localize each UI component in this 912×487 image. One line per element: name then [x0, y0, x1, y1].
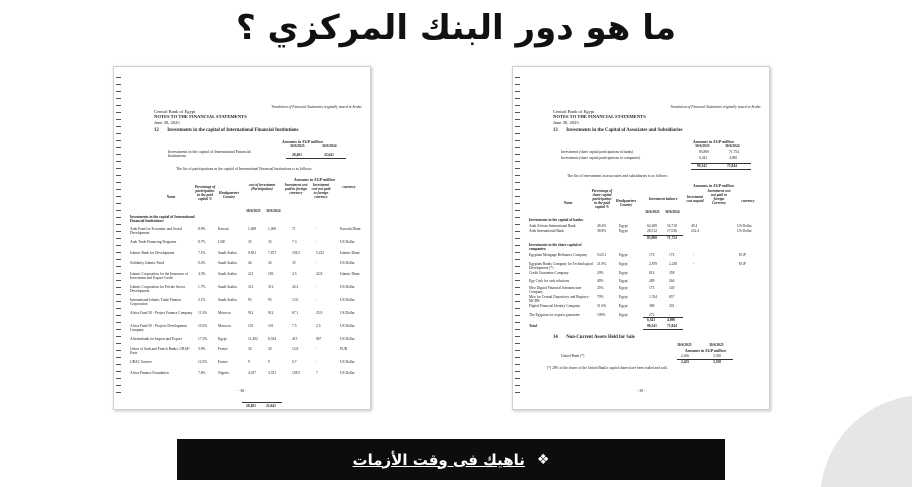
group-title: Investments in the capital of International Financial Institutions:	[130, 215, 195, 224]
row-pct: 11.3%	[198, 310, 208, 315]
company-row-2025: 388	[649, 304, 655, 308]
row-currency: US Dollar	[340, 310, 355, 315]
row-currency: US Dollar	[340, 360, 355, 364]
s14-footnote: (*) 20% of the shares of the United Bank's capital shares have been traded and sold.	[547, 366, 668, 370]
bank-row-hq: Egypt	[619, 224, 628, 228]
total-2024: 22,641	[266, 404, 276, 408]
companies-title: Investments in the share capital of companies:	[529, 243, 582, 252]
bank-row-pct: 38.8%	[597, 229, 607, 233]
row-hq: France	[218, 360, 228, 364]
row-paid: 7.5	[292, 323, 297, 328]
summary-total-2025: 90,341	[697, 164, 707, 168]
row-cost-2024: 912	[268, 310, 274, 315]
translation-note: Translation of Financial Statements originally issued in Arabic	[670, 105, 761, 109]
company-row-2025: 173	[649, 286, 655, 290]
bank-row-unpaid: 252.4	[691, 229, 700, 233]
slide-title: ما هو دور البنك المركزي ؟	[235, 8, 677, 48]
row-currency: Islamic Dinar	[340, 250, 360, 255]
row-unpaid: 967	[316, 336, 322, 341]
row-currency: US Dollar	[340, 297, 355, 302]
company-row-2024: 358	[669, 271, 675, 275]
row-hq: Kuwait	[218, 227, 229, 231]
row-cost-2025: 9,831	[248, 250, 257, 255]
banks-subtotal-2025: 83,880	[647, 236, 657, 240]
row-cost-2025: 312	[248, 284, 254, 289]
col-2025: 30/6/2025	[695, 144, 710, 148]
total-2025: 90,341	[647, 324, 657, 328]
translation-note: Translation of Financial Statements originally issued in Arabic	[271, 105, 362, 109]
company-row-2024: 172	[669, 253, 675, 257]
row-name: Africa Fund 50 - Project Finance Company	[130, 310, 193, 315]
col-header-unpaid: Investment cost unpaid	[686, 195, 704, 203]
row-currency: US Dollar	[340, 336, 355, 341]
company-row-pct: 20%	[597, 271, 604, 275]
s14-value-2024: 3,350	[713, 354, 722, 358]
summary-2025: 83,880	[699, 150, 709, 154]
row-paid: 71	[292, 227, 296, 231]
page-number: - 38 -	[237, 388, 247, 393]
col-header-currency: currency	[741, 199, 755, 203]
row-name: UBAC Geneve	[130, 360, 152, 364]
company-row-pct: 100%	[597, 313, 606, 317]
company-row-hq: Egypt	[619, 313, 628, 317]
s14-col-2025: 30/6/2025	[677, 343, 692, 347]
list-intro: The list of investments in associates and subsidiaries is as follows:	[567, 174, 669, 178]
company-row-2025: 1,334	[649, 295, 658, 299]
row-paid: 158.5	[292, 370, 301, 375]
company-row-currency: EGP	[739, 262, 746, 266]
row-pct: 12.5%	[198, 360, 208, 364]
banner-text: ناهيك فى وقت الأزمات	[352, 450, 525, 469]
row-cost-2025: 44	[248, 261, 252, 265]
company-row-2024: 140	[669, 286, 675, 290]
statement-header	[154, 109, 247, 125]
row-currency: EUR	[340, 347, 348, 351]
row-hq: Morocco	[218, 323, 231, 328]
company-row-name: Digital Financial Identity Company	[529, 304, 581, 308]
bank-row-hq: Egypt	[619, 229, 628, 233]
company-row-2024: -	[669, 313, 671, 317]
summary-label: Investments (share capital participations in banks)	[561, 150, 634, 154]
bank-row-2024: 54,718	[667, 224, 677, 228]
company-row-pct: 40%	[597, 278, 604, 283]
company-row-hq: Egypt	[619, 253, 628, 257]
row-unpaid: -	[316, 240, 318, 244]
row-name: Islamic Corporation for Private Sector Development	[130, 284, 186, 293]
s14-amounts-note: Amounts in EGP million	[685, 348, 726, 353]
row-currency: US Dollar	[340, 323, 355, 328]
company-row-2025: 172	[649, 253, 655, 257]
amounts-note-2: Amounts in EGP million	[693, 183, 734, 188]
bank-row-2024: 17,036	[667, 229, 677, 233]
row-paid: 7.3	[292, 240, 297, 244]
company-row-name: The Egyptian for exports guarantee	[529, 313, 580, 317]
row-cost-2024: 7,871	[268, 250, 277, 255]
row-unpaid: -	[316, 227, 318, 231]
row-pct: 10.5%	[198, 323, 208, 328]
col-header-pct: Percentage of participation in the paid capital %	[194, 185, 216, 201]
row-hq: Saudi Arabia	[218, 297, 237, 302]
financial-statement-page-39	[512, 66, 770, 410]
s14-col-2024: 30/6/2025	[709, 343, 724, 347]
row-cost-2025: 35	[248, 240, 252, 244]
bank-row-name: Arab African International Bank	[529, 224, 576, 228]
section-title: Investments in the capital of International Financial Institutions	[167, 128, 299, 133]
col-header-balance: Investment balance	[648, 197, 678, 201]
summary-2024: 22,641	[324, 153, 334, 157]
row-cost-2024: 34	[268, 261, 272, 265]
row-name: International Islamic Trade Finance Corporation	[130, 297, 182, 306]
row-paid: 24.3	[292, 284, 299, 289]
row-currency: Islamic Dinar	[340, 271, 360, 276]
section-14-title: Non-Current Assets Held for Sale	[566, 335, 635, 340]
amounts-note: Amounts in EGP million	[282, 139, 323, 144]
row-pct: 17.3%	[198, 336, 208, 341]
row-currency: US Dollar	[340, 370, 355, 375]
company-row-hq: Egypt	[619, 262, 628, 266]
row-pct: 8.7%	[198, 240, 206, 244]
company-row-2024: 657	[669, 295, 675, 299]
page-margin-marks	[515, 77, 520, 397]
sub-col-2025: 30/6/2025	[645, 210, 660, 214]
section-heading	[553, 128, 683, 133]
row-name: Arab Trade Financing Programs	[130, 240, 177, 244]
col-2025: 30/6/2025	[290, 144, 305, 148]
row-name: Islamic Bank for Development	[130, 250, 175, 255]
row-cost-2024: 30	[268, 347, 272, 351]
s14-total-2024: 3,350	[713, 360, 722, 364]
row-cost-2024: 183	[268, 271, 274, 276]
bank-name: Central Bank of Egypt	[154, 109, 196, 114]
col-header-paid: Investment cost paid in foreign currency	[284, 183, 308, 195]
section-heading	[154, 128, 298, 133]
row-cost-2024: 93	[268, 297, 272, 302]
section-number: 12	[154, 128, 159, 133]
bank-row-name: Arab International Bank	[529, 229, 564, 233]
bank-row-2025: 64,288	[647, 224, 657, 228]
row-unpaid: 25.9	[316, 310, 323, 315]
col-2024: 30/6/2024	[725, 144, 740, 148]
company-row-name: Egyptian Banks Company for Technological Development (*)	[529, 262, 593, 271]
row-cost-2024: 3,331	[268, 370, 277, 375]
total-overline	[242, 402, 282, 403]
section-14-number: 14	[553, 335, 558, 340]
companies-subtotal-2024: 4,090	[667, 318, 676, 322]
company-row-unpaid: -	[693, 262, 695, 266]
row-paid: 194.5	[292, 250, 301, 255]
company-row-2025: 814	[649, 271, 655, 275]
row-paid: 14.8	[292, 347, 299, 351]
diamond-bullet-icon: ❖	[536, 451, 550, 468]
section-14-heading	[553, 335, 635, 340]
company-row-2025: 2,878	[649, 262, 658, 266]
company-row-hq: Egypt	[619, 271, 628, 275]
row-paid: 35	[292, 261, 296, 265]
row-paid: 0.7	[292, 360, 297, 364]
company-row-hq: Egypt	[619, 304, 628, 308]
row-pct: 8.9%	[198, 227, 206, 231]
row-name: Afreximbank for Import and Export	[130, 336, 182, 341]
row-cost-2024: 8,334	[268, 336, 277, 341]
row-hq: Nigeria	[218, 370, 229, 375]
col-2024: 30/6/2024	[322, 144, 337, 148]
row-pct: 7.6%	[198, 370, 206, 375]
row-name: Africa Finance Foundation	[130, 370, 169, 375]
banks-title: Investments in the capital of banks:	[529, 218, 584, 222]
company-row-2025: 272	[649, 313, 655, 317]
section-title: Investments in the Capital of Associates and Subsidiaries	[566, 128, 683, 133]
company-row-hq: Egypt	[619, 286, 628, 290]
row-name: Islamic Corporation for the Insurance of Investment and Export Credit	[130, 271, 188, 280]
decorative-circle	[820, 395, 912, 487]
summary-underline	[286, 158, 346, 159]
row-cost-2024: 1,469	[268, 227, 277, 231]
row-unpaid: -	[316, 347, 318, 351]
amounts-note-2: Amounts in EGP million	[294, 177, 335, 182]
statement-date: June 30, 2025	[154, 119, 180, 125]
row-pct: 0.4%	[198, 261, 206, 265]
bank-row-currency: US Dollar	[737, 224, 752, 228]
row-cost-2025: 30	[248, 347, 252, 351]
col-header-cost: cost of investment (Participation)	[248, 183, 276, 191]
row-currency: US Dollar	[340, 284, 355, 289]
row-hq: Saudi Arabia	[218, 271, 237, 276]
row-unpaid: -	[316, 360, 318, 364]
company-row-pct: %20.1	[597, 253, 607, 257]
row-pct: 2.1%	[198, 297, 206, 302]
company-row-2024: 201	[669, 304, 675, 308]
row-name: Arab Fund for Economic and Social Development	[130, 227, 182, 236]
col-header-inv-cost: Investment cost not paid in foreign Currency	[707, 189, 731, 205]
row-cost-2025: 93	[248, 297, 252, 302]
company-row-hq: Egypt	[619, 278, 628, 283]
row-cost-2025: 912	[248, 310, 254, 315]
col-header-name: Name	[563, 201, 573, 205]
row-cost-2025: 4,017	[248, 370, 257, 375]
row-name: Solidarity Islamic Fund	[130, 261, 164, 265]
total-label: Total	[529, 324, 537, 328]
bank-row-unpaid: 49.4	[691, 224, 698, 228]
notes-title: NOTES TO THE FINANCIAL STATEMENTS	[553, 114, 646, 120]
section-number: 13	[553, 128, 558, 133]
sub-col-2024: 30/6/2024	[266, 209, 281, 213]
row-cost-2025: 101	[248, 323, 254, 328]
col-header-hq: Headquarters Country	[218, 191, 240, 199]
row-name: Africa Fund 50 - Projects Development Company	[130, 323, 187, 332]
sub-col-2024: 30/6/2024	[665, 210, 680, 214]
row-cost-2024: 35	[268, 240, 272, 244]
col-header-pct: Percentage of share capital participation in the paid capital %	[591, 189, 613, 209]
row-cost-2024: 101	[268, 323, 274, 328]
company-row-pct: 21.8%	[597, 262, 607, 266]
row-unpaid: -	[316, 261, 318, 265]
summary-2024: 4,090	[729, 156, 738, 160]
amounts-note: Amounts in EGP million	[693, 139, 734, 144]
row-hq: Egypt	[218, 336, 227, 341]
bank-name: Central Bank of Egypt	[553, 109, 595, 114]
row-paid: 4.5	[292, 271, 297, 276]
company-row-pct: 25%	[597, 286, 604, 290]
row-pct: 7.1%	[198, 250, 206, 255]
row-paid: 13.6	[292, 297, 299, 302]
page-margin-marks	[116, 77, 121, 397]
company-row-pct: 70%	[597, 295, 604, 299]
company-row-name: Misr for Central Depository and Registry-MCDR	[529, 295, 590, 304]
statement-date: June 30, 2025	[553, 119, 579, 125]
total-2024: 75,844	[667, 324, 677, 328]
row-currency: US Dollar	[340, 261, 355, 265]
row-unpaid: -	[316, 297, 318, 302]
row-hq: Saudi Arabia	[218, 261, 237, 265]
caption-banner	[177, 439, 725, 480]
row-unpaid: 5,412	[316, 250, 325, 255]
financial-statement-page-38	[113, 66, 371, 410]
company-row-2024: 264	[669, 278, 675, 283]
companies-subtotal-2025: 6,341	[647, 318, 656, 322]
company-row-2025: 289	[649, 278, 655, 283]
company-row-unpaid: -	[693, 253, 695, 257]
row-unpaid: 7	[316, 370, 318, 375]
bank-row-pct: 49.4%	[597, 224, 607, 228]
row-cost-2025: 9	[248, 360, 250, 364]
row-hq: Saudi Arabia	[218, 250, 237, 255]
row-unpaid: 2.5	[316, 323, 321, 328]
list-intro: The list of participations in the capital of International Financial Institutions is as follows:	[176, 167, 313, 171]
row-currency: Kuwaiti Dinar	[340, 227, 361, 231]
company-row-2024: 2,238	[669, 262, 678, 266]
summary-2025: 6,341	[699, 156, 708, 160]
row-unpaid: 22.8	[316, 271, 323, 276]
notes-title: NOTES TO THE FINANCIAL STATEMENTS	[154, 114, 247, 120]
row-pct: 4.3%	[198, 271, 206, 276]
total-double-rule	[643, 329, 683, 330]
row-hq: France	[218, 347, 228, 351]
col-header-name: Name	[166, 195, 176, 199]
company-row-name: Credit Guarantee Company	[529, 271, 569, 275]
row-pct: 1.7%	[198, 284, 206, 289]
row-unpaid: -	[316, 284, 318, 289]
company-row-name: Egy Cash for cash solutions	[529, 278, 570, 283]
bank-row-currency: US Dollar	[737, 229, 752, 233]
bank-row-2025: 28,512	[647, 229, 657, 233]
row-currency: US Dollar	[340, 240, 355, 244]
summary-double-rule	[691, 169, 751, 170]
banks-subtotal-2024: 71,754	[667, 236, 677, 240]
total-2025: 28,481	[246, 404, 256, 408]
company-row-currency: EGP	[739, 253, 746, 257]
company-row-pct: 51.6%	[597, 304, 607, 308]
row-cost-2025: 221	[248, 271, 254, 276]
summary-label: Investments (share capital participations in companies)	[561, 156, 641, 160]
row-cost-2024: 9	[268, 360, 270, 364]
row-pct: 3.9%	[198, 347, 206, 351]
summary-total-2024: 75,844	[727, 164, 737, 168]
row-hq: Saudi Arabia	[218, 284, 237, 289]
s14-total-2025: 2,455	[681, 360, 690, 364]
row-cost-2024: 312	[268, 284, 274, 289]
row-cost-2025: 1,469	[248, 227, 257, 231]
row-paid: 415	[292, 336, 298, 341]
sub-col-2025: 30/6/2025	[246, 209, 261, 213]
row-paid: 67.1	[292, 310, 299, 315]
row-hq: UAE	[218, 240, 226, 244]
col-header-unpaid: Investment cost not paid in foreign currency	[311, 183, 331, 199]
row-name: Union of Arab and French Banks, UBAF-Paris	[130, 347, 191, 356]
statement-header	[553, 109, 646, 125]
summary-2024: 71,754	[729, 150, 739, 154]
company-row-name: Misr Digital Financial Infrastructure Company	[529, 286, 582, 295]
summary-2025: 28,481	[292, 153, 302, 157]
row-cost-2025: 11,402	[248, 336, 258, 341]
summary-label: Investments in the capital of International Financial Institutions	[168, 149, 251, 159]
company-row-hq: Egypt	[619, 295, 628, 299]
company-row-name: Egyptian Mortgage Refinance Company	[529, 253, 588, 257]
s14-value-2025: 2,456	[681, 354, 690, 358]
col-header-currency: currency	[342, 185, 356, 189]
s14-row-label: United Bank (*)	[561, 354, 585, 358]
page-number: - 39 -	[636, 388, 646, 393]
row-hq: Morocco	[218, 310, 231, 315]
col-header-hq: Headquarters Country	[615, 199, 637, 207]
